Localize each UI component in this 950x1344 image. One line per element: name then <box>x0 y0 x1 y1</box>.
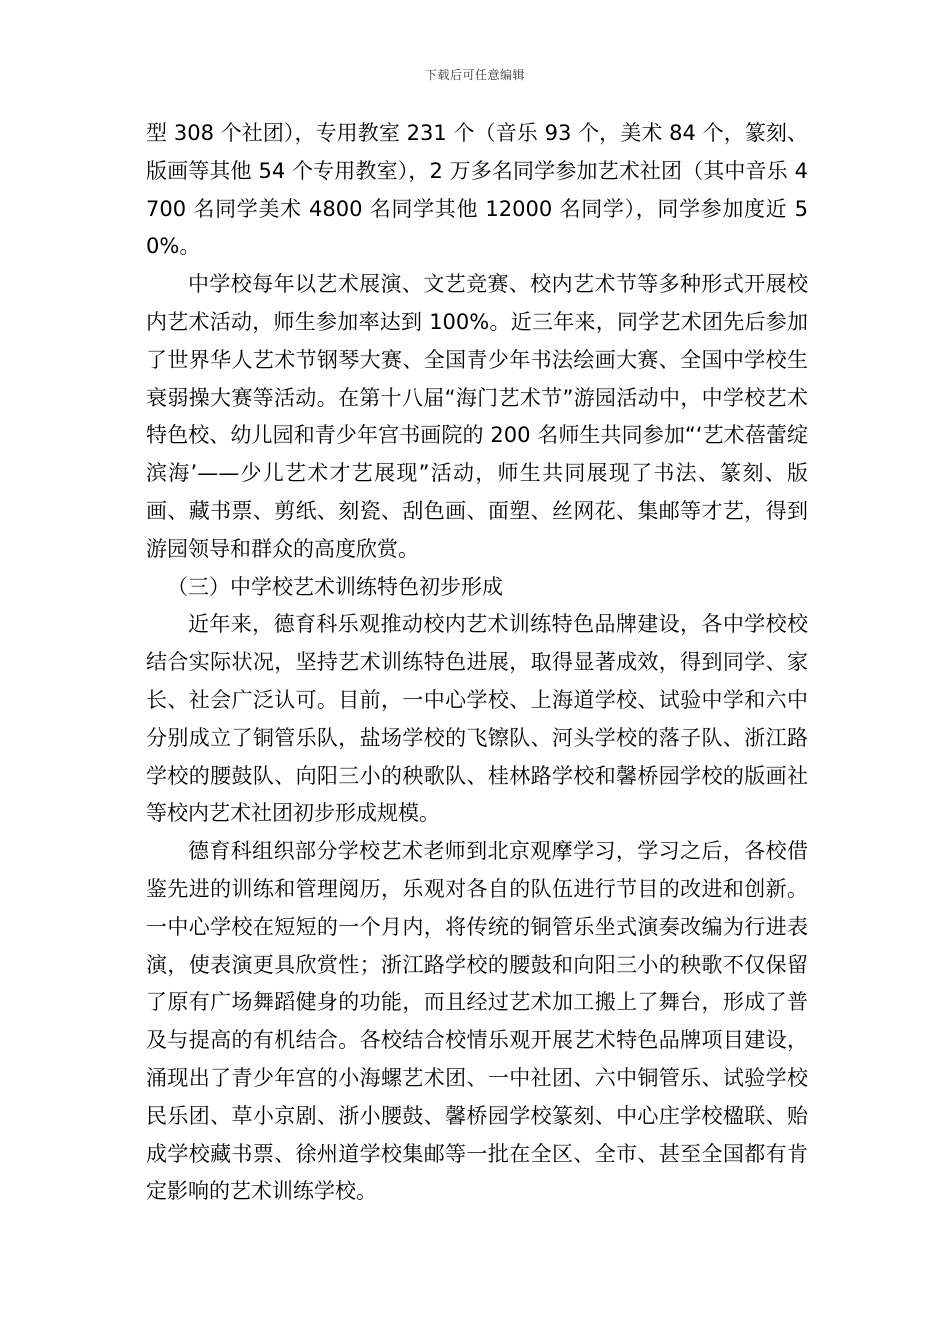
paragraph-2: 中学校每年以艺术展演、文艺竞赛、校内艺术节等多种形式开展校内艺术活动，师生参加率达到 100%。近三年来，同学艺术团先后参加了世界华人艺术节钢琴大赛、全国青少年书法绘画大赛、全国中学校生衰弱操大赛等活动。在第十八届“海门艺术节”游园活动中，中学校艺术特色校、幼儿园和青少年宫书画院的 200 名师生共同参加“‘艺术蓓蕾绽滨海’——少儿艺术才艺展现”活动，师生共同展现了书法、篆刻、版画、藏书票、剪纸、刻瓷、刮色画、面塑、丝网花、集邮等才艺，得到游园领导和群众的高度欣赏。 <box>146 272 808 561</box>
paragraph-1: 型 308 个社团），专用教室 231 个（音乐 93 个，美术 84 个，篆刻、版画等其他 54 个专用教室），2 万多名同学参加艺术社团（其中音乐 4700 名同学美术 4800 名同学其他 12000 名同学），同学参加度近 50%。 <box>146 121 808 259</box>
section-heading: （三）中学校艺术训练特色初步形成 <box>167 574 503 599</box>
paragraph-3: 近年来，德育科乐观推动校内艺术训练特色品牌建设，各中学校校结合实际状况，坚持艺术训练特色进展，取得显著成效，得到同学、家长、社会广泛认可。目前，一中心学校、上海道学校、试验中学和六中分别成立了铜管乐队，盐场学校的飞镲队、河头学校的落子队、浙江路学校的腰鼓队、向阳三小的秧歌队、桂林路学校和馨桥园学校的版画社等校内艺术社团初步形成规模。 <box>146 612 808 826</box>
document-body <box>146 115 808 1211</box>
header-note: 下载后可任意编辑 <box>424 68 525 82</box>
paragraph-4: 德育科组织部分学校艺术老师到北京观摩学习，学习之后，各校借鉴先进的训练和管理阅历，乐观对各自的队伍进行节目的改进和创新。一中心学校在短短的一个月内，将传统的铜管乐坐式演奏改编为行进表演，使表演更具欣赏性；浙江路学校的腰鼓和向阳三小的秧歌不仅保留了原有广场舞蹈健身的功能，而且经过艺术加工搬上了舞台，形成了普及与提高的有机结合。各校结合校情乐观开展艺术特色品牌项目建设，涌现出了青少年宫的小海螺艺术团、一中社团、六中铜管乐、试验学校民乐团、草小京剧、浙小腰鼓、馨桥园学校篆刻、中心庄学校楹联、贻成学校藏书票、徐州道学校集邮等一批在全区、全市、甚至全国都有肯定影响的艺术训练学校。 <box>146 839 808 1204</box>
